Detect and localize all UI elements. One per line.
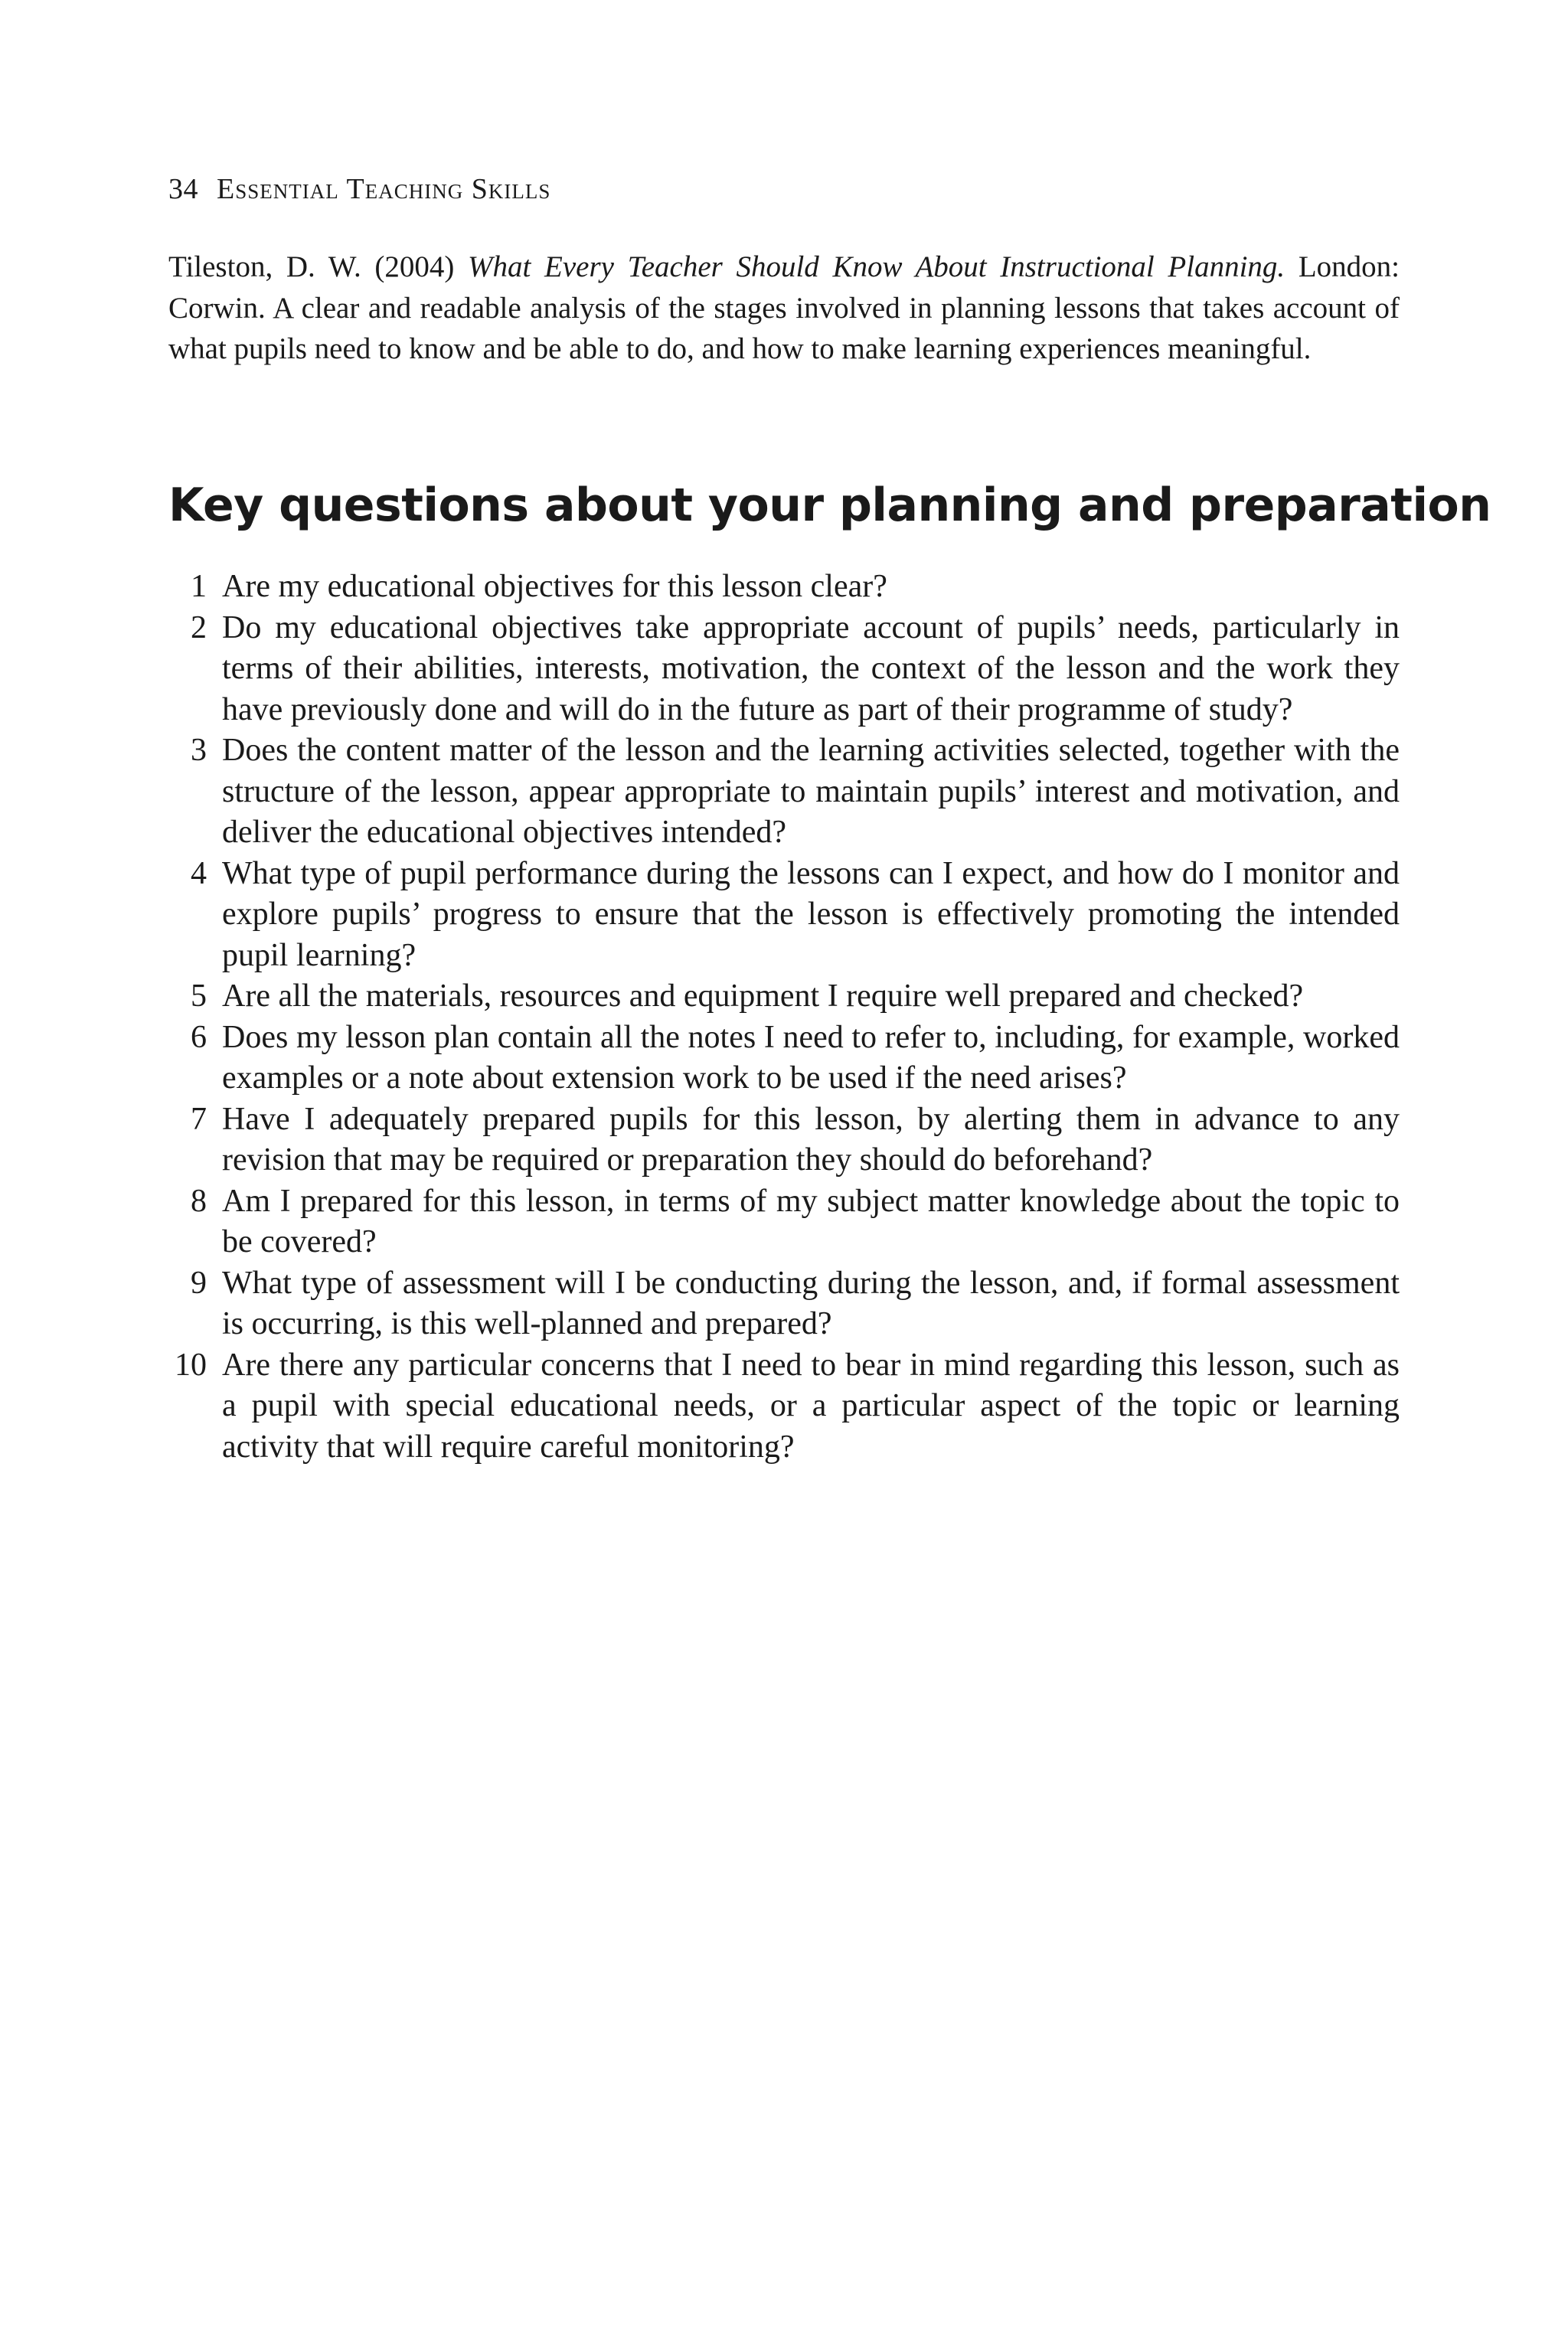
further-reading-entry: [168, 247, 1400, 370]
question-text: What type of assessment will I be conducting during the lesson, and, if formal assessment is occurring, is this well-planned and prepared?: [222, 1265, 1400, 1341]
reference-title: What Every Teacher Should Know About Instructional Planning.: [468, 250, 1285, 283]
question-item: [168, 976, 1400, 1018]
page-number: 34: [168, 173, 198, 205]
question-item: [168, 567, 1400, 608]
question-text: Does the content matter of the lesson and the learning activities selected, together with the structure of the lesson, appear appropriate to maintain pupils’ interest and motivation, and deliver the educational objectives intended?: [222, 733, 1400, 850]
question-item: [168, 1345, 1400, 1468]
question-text: Do my educational objectives take appropriate account of pupils’ needs, particularly in terms of their abilities, interests, motivation, the context of the lesson and the work they have previously done and will do in the future as part of their programme of study?: [222, 609, 1400, 727]
question-text: Am I prepared for this lesson, in terms of my subject matter knowledge about the topic to be covered?: [222, 1183, 1400, 1259]
question-text: Have I adequately prepared pupils for this lesson, by alerting them in advance to any revision that may be required or preparation they should do beforehand?: [222, 1101, 1400, 1178]
reference-authors: Tileston, D. W. (2004): [168, 250, 469, 283]
question-number: 4: [191, 855, 207, 891]
question-number: 2: [191, 609, 207, 645]
question-number: 7: [191, 1101, 207, 1137]
reference-publisher: London: Corwin.: [168, 250, 1400, 325]
question-number: 5: [191, 978, 207, 1014]
question-number: 9: [191, 1265, 207, 1301]
reference-annotation: A clear and readable analysis of the stages involved in planning lessons that takes account of what pupils need to know and be able to do, and how to make learning experiences meaningful.: [168, 291, 1400, 365]
question-item: [168, 1181, 1400, 1263]
question-text: What type of pupil performance during the lessons can I expect, and how do I monitor and explore pupils’ progress to ensure that the lesson is effectively promoting the intended pupil learning?: [222, 855, 1400, 973]
question-item: [168, 854, 1400, 977]
question-text: Does my lesson plan contain all the notes I need to refer to, including, for example, worked examples or a note about extension work to be used if the need arises?: [222, 1019, 1400, 1096]
book-title: Essential Teaching Skills: [217, 173, 551, 205]
question-number: 6: [191, 1019, 207, 1055]
key-questions-list: [168, 567, 1400, 1468]
question-item: [168, 608, 1400, 731]
section-heading: Key questions about your planning and preparation: [168, 479, 1491, 532]
question-number: 1: [191, 569, 207, 604]
question-item: [168, 1099, 1400, 1181]
question-number: 3: [191, 733, 207, 768]
question-number: 10: [175, 1347, 207, 1383]
question-text: Are there any particular concerns that I need to bear in mind regarding this lesson, such as a pupil with special educational needs, or a particular aspect of the topic or learning activity that will require careful monitoring?: [222, 1347, 1400, 1465]
question-item: [168, 1263, 1400, 1345]
question-text: Are all the materials, resources and equipment I require well prepared and checked?: [222, 978, 1304, 1014]
question-item: [168, 730, 1400, 854]
question-text: Are my educational objectives for this lesson clear?: [222, 569, 887, 604]
running-head: [168, 170, 550, 208]
question-item: [168, 1018, 1400, 1099]
question-number: 8: [191, 1183, 207, 1219]
